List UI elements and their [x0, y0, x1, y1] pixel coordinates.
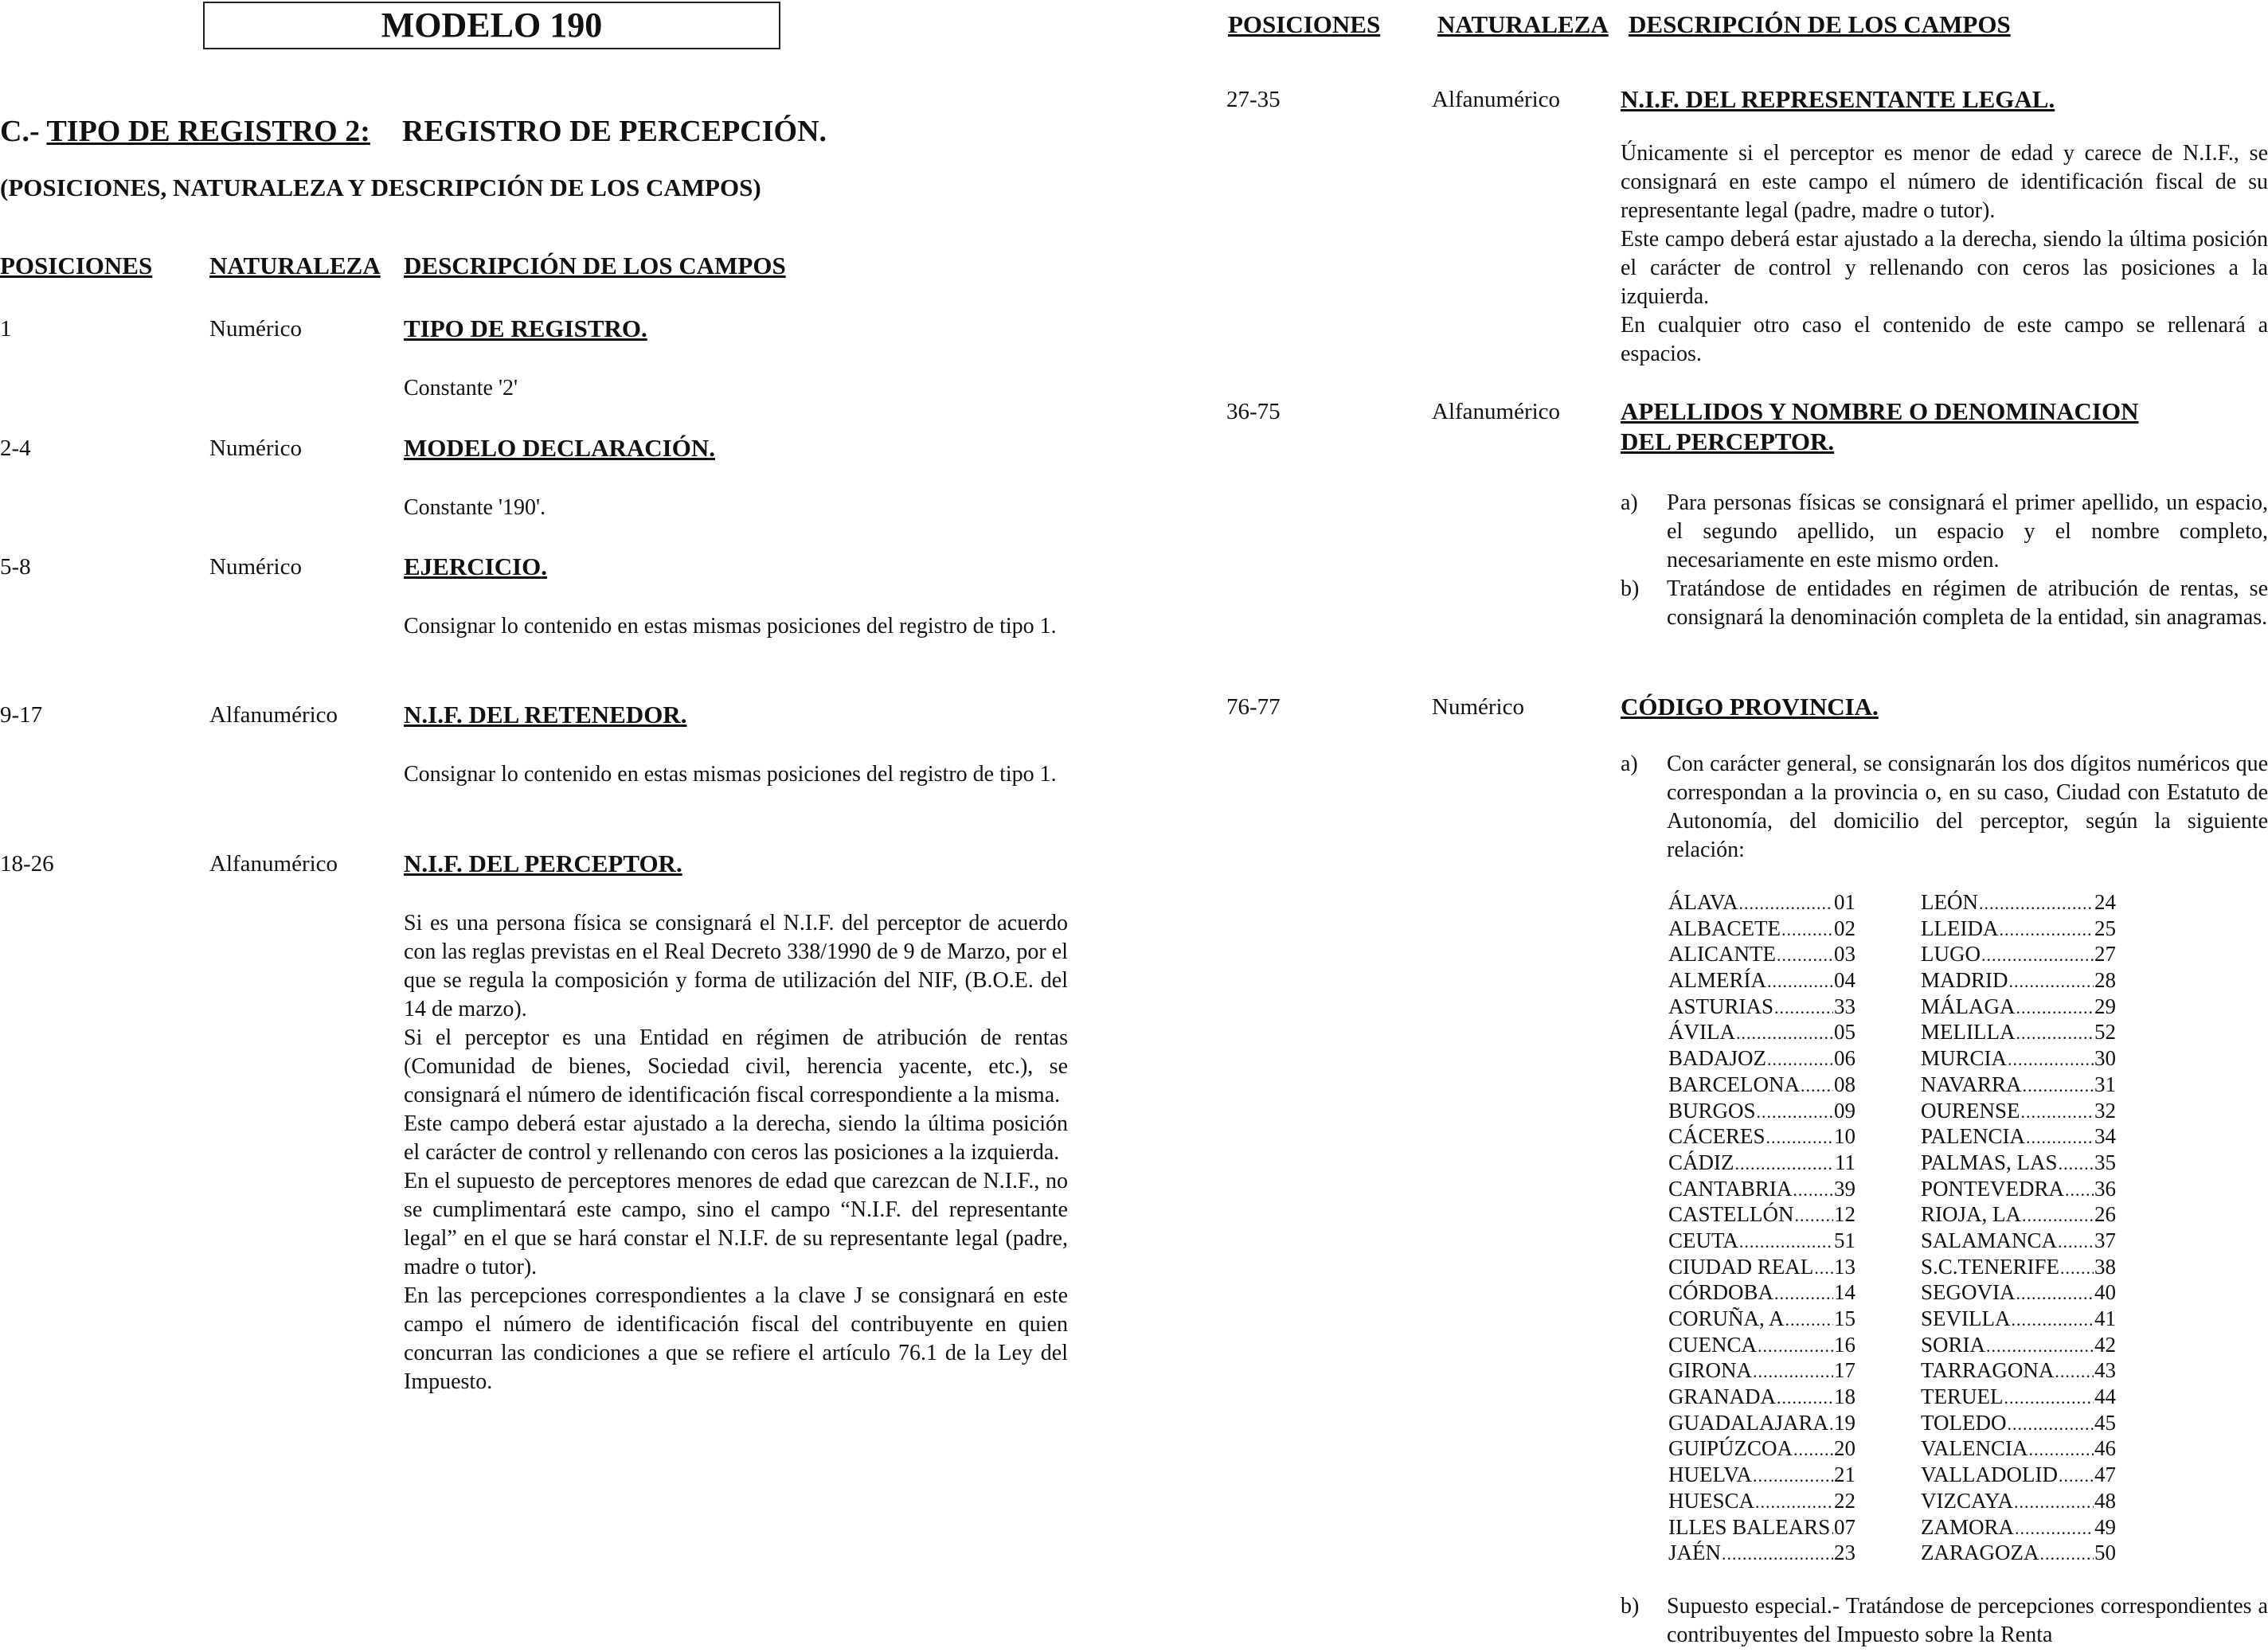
province-row [1668, 1254, 1855, 1280]
field-name: APELLIDOS Y NOMBRE O DENOMINACION [1621, 397, 2139, 425]
province-row [1668, 1488, 1855, 1514]
dot-leader [1785, 1307, 1833, 1334]
province-row [1921, 1488, 2116, 1514]
province-row [1668, 1045, 1855, 1072]
province-name: CUENCA [1668, 1332, 1758, 1357]
province-row [1668, 1019, 1855, 1045]
province-name: ILLES BALEARS [1668, 1514, 1831, 1539]
province-row [1668, 1150, 1855, 1176]
section-name: REGISTRO DE PERCEPCIÓN. [401, 115, 827, 148]
dot-leader [2015, 1516, 2094, 1542]
province-name: LEÓN [1921, 890, 1978, 914]
province-row [1921, 1045, 2116, 1072]
province-row [1921, 1176, 2116, 1202]
province-row [1668, 1462, 1855, 1488]
field-type: Numérico [209, 435, 302, 461]
province-name: GRANADA [1668, 1384, 1776, 1409]
province-code: 28 [2094, 968, 2116, 993]
field-name: N.I.F. DEL PERCEPTOR. [404, 849, 682, 877]
dot-leader [2023, 1073, 2094, 1099]
province-row [1921, 1279, 2116, 1306]
field-name: MODELO DECLARACIÓN. [404, 434, 715, 462]
province-row [1668, 967, 1855, 994]
special-marker: b) [1621, 1594, 1640, 1619]
province-code: 04 [1834, 968, 1855, 993]
province-row [1668, 1514, 1855, 1541]
dot-leader [2008, 1047, 2094, 1073]
province-code: 14 [1834, 1280, 1855, 1305]
field-description: Si es una persona física se consignará el N.I.F. del perceptor de acuerdo con las reglas previstas en el Real Decreto 338/1990 de 9 de Marzo, por el que se regula la composición y forma de utilización del NIF, (B.O.E. del 14 de marzo). Si el perceptor es una Entidad en régimen de atribución de rentas (Comunidad de bienes, Sociedad civil, herencia yacente, etc.), se consignará el número de identificación fiscal correspondiente a la misma. Este campo deberá estar ajustado a la derecha, siendo la última posición el carácter de control y rellenando con ceros las posiciones a la izquierda. En el supuesto de perceptores menores de edad que carezcan de N.I.F., no se cumplimentará este campo, sino el campo “N.I.F. del representante legal” en el que se hará constar el N.I.F. de su representante legal (padre, madre o tutor). En las percepciones correspondientes a la clave J se consignará en este campo el número de identificación fiscal del contribuyente en quien concurran las condiciones a que se refiere el artículo 76.1 de la Ley del Impuesto. [404, 911, 1068, 1394]
province-name: HUELVA [1668, 1463, 1753, 1487]
province-code: 03 [1834, 942, 1855, 967]
dot-leader [1986, 1334, 2094, 1360]
header-naturaleza: NATURALEZA [1437, 10, 1609, 38]
province-name: PALMAS, LAS [1921, 1150, 2058, 1174]
dot-leader [2055, 1359, 2094, 1385]
dot-leader [1793, 1437, 1833, 1463]
field-name-line2: DEL PERCEPTOR. [1621, 428, 1835, 455]
province-row [1668, 1201, 1855, 1228]
province-row [1921, 1072, 2116, 1098]
province-row [1668, 1384, 1855, 1410]
field-position: 1 [0, 316, 12, 342]
dot-leader [2016, 995, 2094, 1021]
dot-leader [1757, 1099, 1833, 1126]
province-code: 29 [2094, 994, 2116, 1018]
dot-leader [1736, 1021, 1833, 1047]
list-item: a) Para personas físicas se consignará el primer apellido, un espacio, el segundo apellido, un espacio y el nombre completo, necesariamente en este mismo orden. [1621, 490, 2268, 572]
province-row [1668, 1123, 1855, 1150]
dot-leader [2016, 1281, 2094, 1307]
dot-leader [1758, 1334, 1833, 1360]
province-code: 39 [1834, 1176, 1855, 1201]
header-naturaleza: NATURALEZA [209, 252, 381, 279]
province-code: 23 [1834, 1541, 1855, 1565]
province-name: MURCIA [1921, 1046, 2008, 1071]
province-code: 01 [1834, 890, 1855, 914]
dot-leader [2021, 1099, 2094, 1126]
province-name: ALBACETE [1668, 916, 1781, 940]
field-description-list [1621, 750, 2268, 865]
dot-leader [2016, 1021, 2094, 1047]
province-row [1668, 994, 1855, 1020]
province-name: GUIPÚZCOA [1668, 1436, 1793, 1461]
province-code: 20 [1834, 1436, 1855, 1461]
province-name: CÁCERES [1668, 1124, 1766, 1149]
field-type: Alfanumérico [209, 702, 338, 728]
dot-leader [1774, 995, 1833, 1021]
province-code: 16 [1834, 1332, 1855, 1357]
province-row [1921, 1150, 2116, 1176]
province-code: 38 [2094, 1254, 2116, 1279]
province-row [1668, 1228, 1855, 1254]
province-name: VALENCIA [1921, 1436, 2028, 1461]
province-name: LLEIDA [1921, 916, 1999, 940]
province-code: 19 [1834, 1410, 1855, 1435]
dot-leader [1722, 1541, 1833, 1568]
dot-leader [1999, 917, 2094, 943]
field-description: Constante '190'. [404, 495, 546, 520]
province-row [1921, 1514, 2116, 1541]
province-row [1921, 1357, 2116, 1384]
header-descripcion: DESCRIPCIÓN DE LOS CAMPOS [1629, 10, 2011, 38]
province-code: 17 [1834, 1358, 1855, 1383]
province-name: SEVILLA [1921, 1306, 2011, 1330]
province-name: CASTELLÓN [1668, 1202, 1794, 1227]
province-code: 35 [2094, 1150, 2116, 1174]
field-description-list [1621, 489, 2268, 632]
province-name: LUGO [1921, 942, 1981, 967]
dot-leader [1739, 891, 1833, 917]
dot-leader [1981, 943, 2094, 969]
province-row [1668, 1435, 1855, 1462]
province-code: 40 [2094, 1280, 2116, 1305]
province-name: ÁVILA [1668, 1020, 1735, 1045]
dot-leader [2011, 1307, 2094, 1334]
province-name: CÁDIZ [1668, 1150, 1734, 1174]
province-row [1921, 1019, 2116, 1045]
province-code: 34 [2094, 1124, 2116, 1149]
province-name: CIUDAD REAL [1668, 1254, 1814, 1279]
dot-leader [2014, 1490, 2094, 1516]
field-name: N.I.F. DEL RETENEDOR. [404, 701, 687, 728]
province-code: 49 [2094, 1514, 2116, 1539]
province-code: 42 [2094, 1332, 2116, 1357]
province-code: 26 [2094, 1202, 2116, 1227]
province-row [1668, 1279, 1855, 1306]
dot-leader [1767, 969, 1833, 995]
province-code: 10 [1834, 1124, 1855, 1149]
province-name: NAVARRA [1921, 1072, 2022, 1096]
province-row [1921, 967, 2116, 994]
section-prefix: C.- [0, 115, 40, 148]
province-name: ZARAGOZA [1921, 1541, 2039, 1565]
section-tipo: TIPO DE REGISTRO 2: [46, 115, 370, 148]
dot-leader [2009, 969, 2094, 995]
header-descripcion: DESCRIPCIÓN DE LOS CAMPOS [404, 252, 786, 279]
dot-leader [1777, 943, 1833, 969]
dot-leader [2026, 1125, 2094, 1151]
province-row [1921, 916, 2116, 942]
section-subtitle: (POSICIONES, NATURALEZA Y DESCRIPCIÓN DE LOS CAMPOS) [0, 174, 761, 201]
field-type: Alfanumérico [1432, 399, 1561, 424]
field-description: Constante '2' [404, 376, 518, 400]
province-name: CÓRDOBA [1668, 1280, 1774, 1305]
special-text: Supuesto especial.- Tratándose de percepciones correspondientes a contribuyentes del Impuesto sobre la Renta [1667, 1594, 2268, 1647]
province-code: 13 [1834, 1254, 1855, 1279]
province-row [1668, 1332, 1855, 1358]
field-type: Alfanumérico [209, 851, 338, 877]
province-code: 51 [1834, 1228, 1855, 1252]
province-code: 41 [2094, 1306, 2116, 1330]
dot-leader [2065, 1177, 2094, 1204]
dot-leader [2058, 1229, 2094, 1256]
province-name: MADRID [1921, 968, 2008, 993]
province-code: 47 [2094, 1463, 2116, 1487]
province-name: ZAMORA [1921, 1514, 2015, 1539]
header-posiciones: POSICIONES [0, 252, 153, 279]
dot-leader [2008, 1412, 2094, 1438]
list-item: b) Tratándose de entidades en régimen de atribución de rentas, se consignará la denominación completa de la entidad, sin anagramas. [1621, 576, 2268, 630]
province-code: 21 [1834, 1463, 1855, 1487]
province-row [1921, 1540, 2116, 1566]
province-code: 50 [2094, 1541, 2116, 1565]
province-code: 08 [1834, 1072, 1855, 1096]
province-name: GIRONA [1668, 1358, 1752, 1383]
province-row [1921, 889, 2116, 916]
list-item: a) Con carácter general, se consignarán los dos dígitos numéricos que correspondan a la provincia o, en su caso, Ciudad con Estatuto de Autonomía, del domicilio del perceptor, según la siguiente relación: [1621, 752, 2268, 862]
dot-leader [1979, 891, 2094, 917]
dot-leader [1795, 1203, 1834, 1229]
province-code: 27 [2094, 942, 2116, 967]
province-name: MÁLAGA [1921, 994, 2016, 1018]
model-title: MODELO 190 [203, 2, 780, 49]
province-row [1921, 1462, 2116, 1488]
province-code: 48 [2094, 1488, 2116, 1513]
province-code: 44 [2094, 1384, 2116, 1409]
province-name: HUESCA [1668, 1488, 1755, 1513]
province-name: CANTABRIA [1668, 1176, 1793, 1201]
dot-leader [1755, 1490, 1833, 1516]
province-column [1668, 889, 1855, 1566]
province-row [1921, 1201, 2116, 1228]
dot-leader [2022, 1203, 2094, 1229]
province-code: 43 [2094, 1358, 2116, 1383]
province-code: 22 [1834, 1488, 1855, 1513]
province-row [1668, 1098, 1855, 1124]
province-name: BADAJOZ [1668, 1046, 1767, 1071]
province-row [1668, 916, 1855, 942]
field-name: N.I.F. DEL REPRESENTANTE LEGAL. [1621, 85, 2055, 113]
province-code: 11 [1835, 1150, 1855, 1174]
province-row [1921, 994, 2116, 1020]
dot-leader [1831, 1516, 1833, 1542]
province-name: RIOJA, LA [1921, 1202, 2021, 1227]
dot-leader [1753, 1463, 1833, 1490]
province-row [1921, 1435, 2116, 1462]
field-position: 5-8 [0, 554, 31, 580]
province-name: SEGOVIA [1921, 1280, 2016, 1305]
dot-leader [1774, 1281, 1833, 1307]
province-name: TERUEL [1921, 1384, 2004, 1409]
province-name: S.C.TENERIFE [1921, 1254, 2060, 1279]
province-code: 15 [1834, 1306, 1855, 1330]
province-code: 31 [2094, 1072, 2116, 1096]
province-name: ALMERÍA [1668, 968, 1766, 993]
section-heading [0, 114, 827, 149]
dot-leader [2029, 1437, 2094, 1463]
province-name: SORIA [1921, 1332, 1986, 1357]
province-row [1921, 1410, 2116, 1436]
province-code: 25 [2094, 916, 2116, 940]
dot-leader [1766, 1125, 1833, 1151]
dot-leader [2040, 1541, 2094, 1568]
province-code: 24 [2094, 890, 2116, 914]
province-row [1921, 941, 2116, 967]
province-name: TARRAGONA [1921, 1358, 2055, 1383]
province-code: 12 [1834, 1202, 1855, 1227]
field-position: 36-75 [1226, 399, 1281, 424]
province-row [1921, 1332, 2116, 1358]
province-code: 06 [1834, 1046, 1855, 1071]
province-code: 02 [1834, 916, 1855, 940]
special-case-item [1621, 1592, 2268, 1650]
dot-leader [1829, 1412, 1833, 1438]
field-position: 76-77 [1226, 694, 1281, 720]
province-code: 52 [2094, 1020, 2116, 1045]
province-name: ALICANTE [1668, 942, 1776, 967]
dot-leader [1735, 1151, 1835, 1177]
province-code: 18 [1834, 1384, 1855, 1409]
field-name: TIPO DE REGISTRO. [404, 314, 647, 342]
dot-leader [2059, 1463, 2094, 1490]
province-name: CORUÑA, A [1668, 1306, 1785, 1330]
province-row [1668, 1540, 1855, 1566]
field-description: Únicamente si el perceptor es menor de edad y carece de N.I.F., se consignará en este campo el número de identificación fiscal de su representante legal (padre, madre o tutor). Este campo deberá estar ajustado a la derecha, siendo la última posición el carácter de control y rellenando con ceros las posiciones a la izquierda. En cualquier otro caso el contenido de este campo se rellenará a espacios. [1621, 141, 2268, 366]
province-row [1921, 1228, 2116, 1254]
province-name: MELILLA [1921, 1020, 2016, 1045]
province-row [1668, 889, 1855, 916]
province-name: VIZCAYA [1921, 1488, 2014, 1513]
province-row [1668, 1410, 1855, 1436]
field-position: 27-35 [1226, 87, 1281, 112]
province-code: 32 [2094, 1098, 2116, 1123]
province-row [1668, 941, 1855, 967]
province-row [1921, 1384, 2116, 1410]
dot-leader [1777, 1385, 1833, 1412]
province-name: SALAMANCA [1921, 1228, 2058, 1252]
province-code: 46 [2094, 1436, 2116, 1461]
field-type: Alfanumérico [1432, 87, 1561, 112]
province-column [1921, 889, 2116, 1566]
field-type: Numérico [209, 316, 302, 342]
province-code: 33 [1834, 994, 1855, 1018]
province-code: 07 [1834, 1514, 1855, 1539]
province-name: BURGOS [1668, 1098, 1756, 1123]
field-type: Numérico [1432, 694, 1524, 720]
province-row [1921, 1123, 2116, 1150]
province-code: 45 [2094, 1410, 2116, 1435]
dot-leader [1739, 1229, 1833, 1256]
province-name: TOLEDO [1921, 1410, 2007, 1435]
header-posiciones: POSICIONES [1228, 10, 1381, 38]
dot-leader [1767, 1047, 1833, 1073]
province-name: JAÉN [1668, 1541, 1721, 1565]
field-position: 18-26 [0, 851, 54, 877]
province-row [1921, 1254, 2116, 1280]
province-row [1668, 1306, 1855, 1332]
province-name: ASTURIAS [1668, 994, 1774, 1018]
province-code: 30 [2094, 1046, 2116, 1071]
province-name: CEUTA [1668, 1228, 1738, 1252]
dot-leader [1753, 1359, 1833, 1385]
province-name: PONTEVEDRA [1921, 1176, 2064, 1201]
field-position: 9-17 [0, 702, 43, 728]
dot-leader [2060, 1256, 2094, 1282]
province-name: VALLADOLID [1921, 1463, 2058, 1487]
field-name: CÓDIGO PROVINCIA. [1621, 693, 1879, 721]
dot-leader [1781, 917, 1833, 943]
province-code: 05 [1834, 1020, 1855, 1045]
dot-leader [2059, 1151, 2094, 1177]
province-row [1668, 1072, 1855, 1098]
province-name: GUADALAJARA [1668, 1410, 1828, 1435]
province-name: ÁLAVA [1668, 890, 1738, 914]
field-type: Numérico [209, 554, 302, 580]
province-name: PALENCIA [1921, 1124, 2026, 1149]
province-name: BARCELONA [1668, 1072, 1801, 1096]
field-name: EJERCICIO. [404, 553, 548, 580]
province-code: 37 [2094, 1228, 2116, 1252]
field-description: Consignar lo contenido en estas mismas posiciones del registro de tipo 1. [404, 614, 1057, 639]
province-row [1921, 1098, 2116, 1124]
province-row [1668, 1357, 1855, 1384]
dot-leader [1814, 1256, 1833, 1282]
province-name: OURENSE [1921, 1098, 2020, 1123]
dot-leader [1801, 1073, 1833, 1099]
dot-leader [1793, 1177, 1833, 1204]
province-code: 36 [2094, 1176, 2116, 1201]
province-row [1668, 1176, 1855, 1202]
province-row [1921, 1306, 2116, 1332]
dot-leader [2004, 1385, 2094, 1412]
province-code: 09 [1834, 1098, 1855, 1123]
field-description: Consignar lo contenido en estas mismas posiciones del registro de tipo 1. [404, 762, 1057, 787]
field-position: 2-4 [0, 435, 31, 461]
